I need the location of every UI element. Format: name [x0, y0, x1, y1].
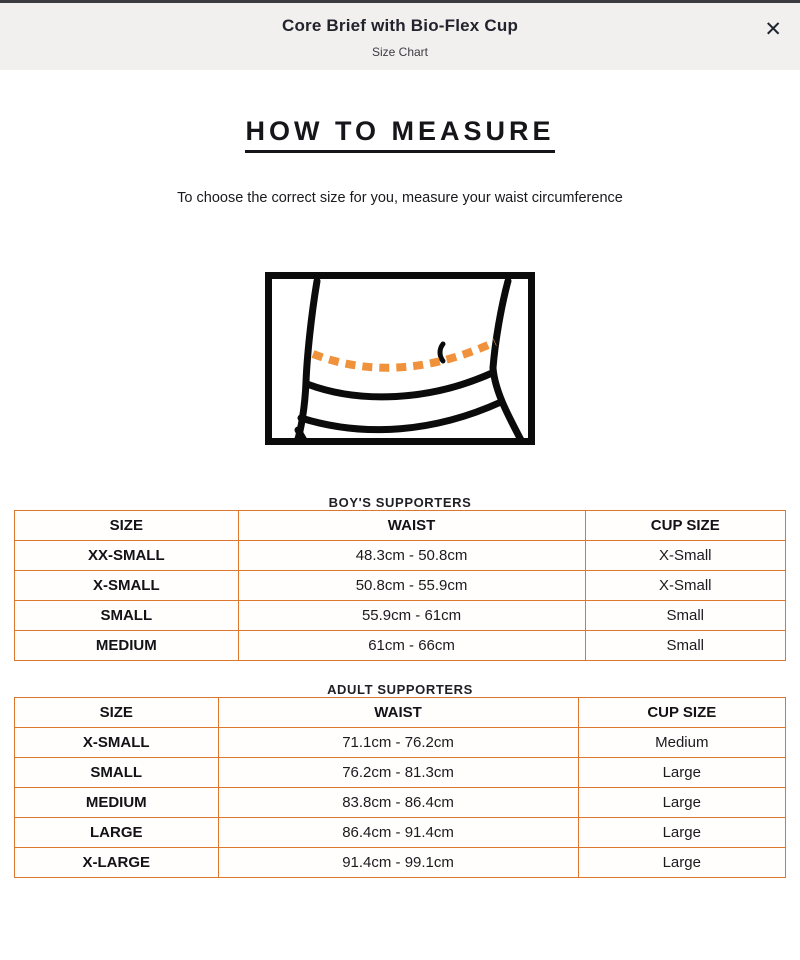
waist-cell: 50.8cm - 55.9cm: [238, 571, 585, 601]
cup-size-cell: Small: [585, 601, 785, 631]
table-row: [15, 541, 786, 571]
product-title: Core Brief with Bio-Flex Cup: [281, 16, 519, 35]
column-header: WAIST: [218, 698, 578, 728]
size-cell: LARGE: [15, 818, 219, 848]
waist-cell: 71.1cm - 76.2cm: [218, 728, 578, 758]
table-header-row: [15, 698, 786, 728]
cup-size-cell: X-Small: [585, 571, 785, 601]
adult-supporters-caption: ADULT SUPPORTERS: [327, 682, 473, 697]
adult-supporters-table: [14, 697, 786, 878]
size-cell: SMALL: [15, 758, 219, 788]
waist-cell: 91.4cm - 99.1cm: [218, 848, 578, 878]
waist-cell: 83.8cm - 86.4cm: [218, 788, 578, 818]
size-cell: MEDIUM: [15, 631, 239, 661]
column-header: WAIST: [238, 511, 585, 541]
cup-size-cell: Medium: [578, 728, 785, 758]
measuring-tape-line: [313, 342, 495, 368]
close-button[interactable]: [760, 15, 786, 44]
size-cell: X-SMALL: [15, 728, 219, 758]
table-row: [15, 788, 786, 818]
size-cell: XX-SMALL: [15, 541, 239, 571]
boys-supporters-caption: BOY'S SUPPORTERS: [328, 495, 472, 510]
waist-diagram-svg: [265, 272, 535, 445]
table-row: [15, 601, 786, 631]
measure-instruction: To choose the correct size for you, measure your waist circumference: [177, 190, 623, 206]
cup-size-cell: X-Small: [585, 541, 785, 571]
column-header: CUP SIZE: [578, 698, 785, 728]
cup-size-cell: Large: [578, 788, 785, 818]
boys-supporters-table: [14, 510, 786, 661]
table-row: [15, 631, 786, 661]
modal-header: [0, 3, 800, 70]
table-row: [15, 818, 786, 848]
table-row: [15, 571, 786, 601]
table-row: [15, 848, 786, 878]
cup-size-cell: Small: [585, 631, 785, 661]
cup-size-cell: Large: [578, 758, 785, 788]
modal-subtitle: Size Chart: [371, 45, 429, 59]
how-to-measure-heading: HOW TO MEASURE: [0, 116, 800, 153]
size-cell: SMALL: [15, 601, 239, 631]
waist-cell: 61cm - 66cm: [238, 631, 585, 661]
waist-cell: 86.4cm - 91.4cm: [218, 818, 578, 848]
column-header: SIZE: [15, 511, 239, 541]
table-header-row: [15, 511, 786, 541]
waist-measurement-illustration: [265, 272, 535, 445]
column-header: CUP SIZE: [585, 511, 785, 541]
size-cell: X-LARGE: [15, 848, 219, 878]
waist-cell: 76.2cm - 81.3cm: [218, 758, 578, 788]
table-row: [15, 758, 786, 788]
cup-size-cell: Large: [578, 848, 785, 878]
cup-size-cell: Large: [578, 818, 785, 848]
size-cell: X-SMALL: [15, 571, 239, 601]
size-cell: MEDIUM: [15, 788, 219, 818]
close-icon: ✕: [764, 18, 782, 41]
waist-cell: 55.9cm - 61cm: [238, 601, 585, 631]
waist-cell: 48.3cm - 50.8cm: [238, 541, 585, 571]
table-row: [15, 728, 786, 758]
column-header: SIZE: [15, 698, 219, 728]
